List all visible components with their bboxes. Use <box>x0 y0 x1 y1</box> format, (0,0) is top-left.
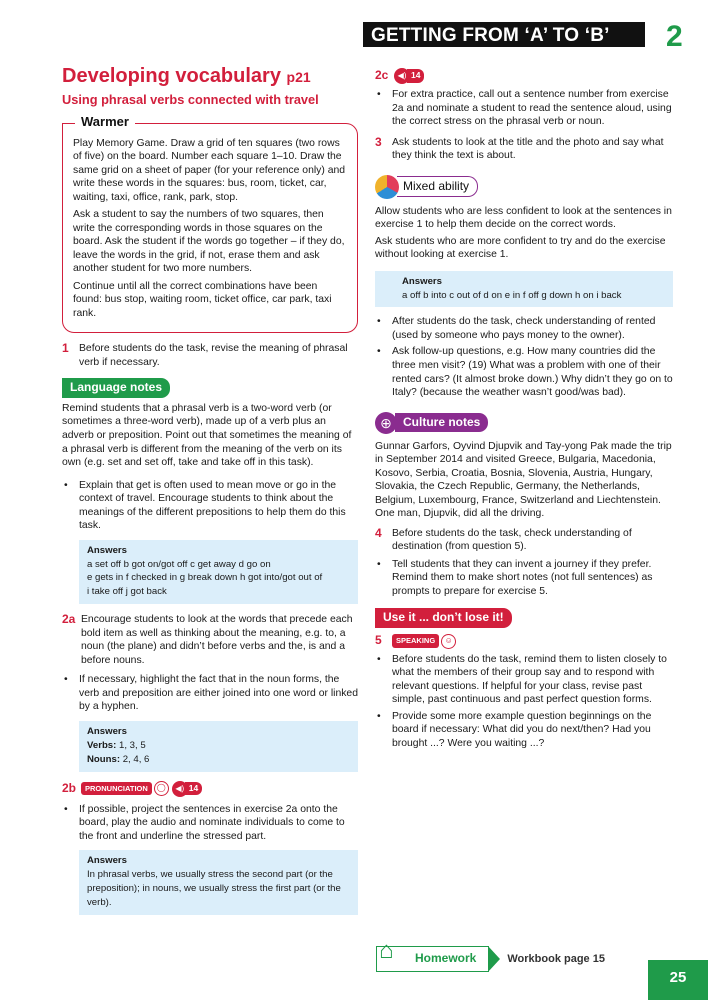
answers-heading: Answers <box>402 275 442 287</box>
language-notes-text: Remind students that a phrasal verb is a two-word verb (or sometimes a three-word verb), made up of a verb plus an adverb or preposition. Point out that sometimes the meaning of a phrasal verb is different from the meaning of the verb on its own (e.g. set and set off, take and take off in this task). <box>62 402 352 469</box>
mixed-ability-icon <box>375 175 399 199</box>
section-page-ref: p21 <box>286 69 311 85</box>
exercise-3 <box>375 136 673 163</box>
exercise-text: Before students do the task, check understanding of destination (from question 5). <box>392 527 632 553</box>
answers-box <box>375 271 673 308</box>
bullet-text: If possible, project the sentences in exercise 2a onto the board, play the audio and nominate individuals to come to the front and underline the stressed part. <box>79 803 345 842</box>
bullet-icon: • <box>377 653 381 665</box>
exercise-text: Ask students to look at the title and the photo and say what they think the text is about. <box>392 136 664 162</box>
right-column <box>375 68 673 750</box>
exercise-text: Before students do the task, revise the meaning of phrasal verb if necessary. <box>79 343 348 368</box>
bullet-text: If necessary, highlight the fact that in the noun forms, the verb and preposition are either joined into one word or linked by a hyphen. <box>79 674 358 713</box>
exercise-4 <box>375 527 673 554</box>
list-item <box>375 315 673 342</box>
people-icon: ☺ <box>441 634 456 649</box>
exercise-number: 1 <box>62 341 69 356</box>
answers-value: 1, 3, 5 <box>119 739 146 751</box>
bullet-icon: • <box>377 316 381 328</box>
mixed-ability-text: Ask students who are more confident to try and do the exercise without looking at exercise 1. <box>375 235 666 261</box>
use-it-header <box>375 608 673 628</box>
exercise-2b <box>62 781 358 797</box>
exercise-2a <box>62 613 358 667</box>
language-notes-header <box>62 378 358 398</box>
answers-row: a off b into c out of d on e in f off g down h on i back <box>402 289 622 301</box>
answers-label: Verbs: <box>87 739 117 751</box>
bullet-icon: • <box>377 346 381 358</box>
list-item <box>62 803 358 844</box>
warmer-box <box>62 113 358 334</box>
workbook-reference: Workbook page 15 <box>507 952 605 965</box>
answers-box <box>79 850 358 915</box>
answers-row: e gets in f checked in g break down h got into/got out of <box>87 572 323 584</box>
unit-number: 2 <box>666 20 683 53</box>
use-it-label: Use it ... don’t lose it! <box>375 608 512 628</box>
exercise-number: 3 <box>375 134 382 149</box>
bullet-text: After students do the task, check understanding of rented (used by someone who pays money to the owner). <box>392 316 656 341</box>
bullet-icon: • <box>64 674 68 686</box>
exercise-2c <box>375 68 673 84</box>
exercise-number: 5 <box>375 633 382 648</box>
bullet-text: For extra practice, call out a sentence number from exercise 2a and nominate a student to read the sentence aloud, using the correct stress on the phrasal verb or noun. <box>392 89 672 128</box>
answers-row: a set off b got on/got off c get away d go on <box>87 558 271 570</box>
bullet-text: Provide some more example question beginnings on the board if necessary: What did you do next/then? Had you brought ...? Were you waiting ...? <box>392 710 652 749</box>
bullet-icon: • <box>377 710 381 722</box>
section-subtitle: Using phrasal verbs connected with travel <box>62 92 319 107</box>
exercise-number: 2a <box>62 612 76 627</box>
answers-row: i take off j got back <box>87 586 167 598</box>
language-notes-label: Language notes <box>62 378 170 398</box>
answers-row <box>87 753 350 767</box>
section-title <box>62 63 358 89</box>
answers-row: In phrasal verbs, we usually stress the second part (or the preposition); in nouns, we usually stress the first part (or the verb). <box>87 869 341 908</box>
answers-heading: Answers <box>87 855 127 867</box>
list-item <box>62 479 358 533</box>
answers-heading: Answers <box>87 725 127 737</box>
bullet-text: Ask follow-up questions, e.g. How many countries did the three men visit? (19) What was a problem with one of their rented cars? (It almost broke down.) Why didn’t they go on to Italy? (because the weather wasn’t good/was bad). <box>392 346 673 399</box>
bullet-text: Tell students that they can invent a journey if they prefer. Remind them to make short notes (not full sentences) as prompts to prepare for exercise 5. <box>392 558 653 597</box>
mixed-ability-header <box>375 175 673 199</box>
homework-label-box <box>376 937 489 972</box>
mixed-ability-label: Mixed ability <box>397 176 478 198</box>
exercise-number: 2c <box>375 68 389 83</box>
globe-icon: ⊕ <box>375 412 397 434</box>
chapter-title-bar <box>363 22 645 47</box>
speaking-badge: SPEAKING <box>392 634 439 648</box>
answers-heading: Answers <box>87 544 127 556</box>
pronunciation-badge: PRONUNCIATION <box>81 782 152 796</box>
list-item <box>375 345 673 399</box>
bullet-icon: • <box>64 803 68 815</box>
culture-notes-header <box>375 412 673 434</box>
answers-box <box>79 721 358 772</box>
bullet-text: Explain that get is often used to mean move or go in the context of travel. Encourage students to think about the meanings of the different prepositions to help them do this task. <box>79 479 346 532</box>
audio-icon: ◀) <box>172 781 188 797</box>
page-number: 25 <box>648 960 708 1000</box>
answers-label: Nouns: <box>87 753 121 765</box>
exercise-1 <box>62 342 358 369</box>
bullet-icon: • <box>64 479 68 491</box>
list-item <box>62 673 358 714</box>
list-item <box>375 710 673 751</box>
list-item <box>375 653 673 707</box>
answers-value: 2, 4, 6 <box>122 753 150 765</box>
mixed-ability-text: Allow students who are less confident to look at the sentences in exercise 1 to help them decide on the correct words. <box>375 205 672 231</box>
exercise-text: Encourage students to look at the words that precede each bold item as well as thinking about the meaning, e.g. to, a noun (the plane) and didn’t before verbs and the, is and a before nouns. <box>81 614 353 666</box>
chapter-title: GETTING FROM ‘A’ TO ‘B’ <box>371 25 610 46</box>
warmer-paragraph: Continue until all the correct combinations have been found: bus stop, waiting room, ticket office, car park, taxi rank. <box>73 280 332 319</box>
list-item <box>375 88 673 129</box>
homework-label: Homework <box>415 951 477 965</box>
speech-icon: ◯ <box>154 781 169 796</box>
exercise-5 <box>375 634 673 649</box>
audio-icon: ◀) <box>394 68 410 84</box>
bullet-icon: • <box>377 558 381 570</box>
answers-row <box>87 739 350 753</box>
audio-track: 14 <box>185 782 202 795</box>
culture-notes-label: Culture notes <box>395 413 488 433</box>
exercise-number: 2b <box>62 780 77 795</box>
audio-track: 14 <box>407 69 424 82</box>
warmer-paragraph: Ask a student to say the numbers of two squares, then write the corresponding words in those squares on the board. Ask the student if the words go together – if they do, leave the words in the grid, if not, erase them and ask another student for two more numbers. <box>73 209 345 275</box>
exercise-number: 4 <box>375 525 382 540</box>
warmer-label: Warmer <box>75 114 135 131</box>
section-title-text: Developing vocabulary <box>62 65 281 87</box>
left-column <box>62 63 358 915</box>
list-item <box>375 558 673 599</box>
culture-notes-text: Gunnar Garfors, Oyvind Djupvik and Tay-yong Pak made the trip in September 2014 and visited Greece, Bulgaria, Macedonia, Kosovo, Serbia, Croatia, Bosnia, Slovenia, Austria, Hungary, Slovakia, the Czech Republic, Germany, the Netherlands, Belgium, Luxembourg, France, Switzerland and Liechtenstein. One man, Djupvik, did all the driving. <box>375 440 672 520</box>
homework-footer <box>376 937 605 972</box>
warmer-paragraph: Play Memory Game. Draw a grid of ten squares (two rows of five) on the board. Number each square 1–10. Draw the same grid on a sheet of paper (for your reference only) and write these words in the squares: bus, room, ticket, car, waiting, taxi, office, rank, park, stop. <box>73 137 346 203</box>
house-icon: ⌂ <box>379 937 394 964</box>
answers-box <box>79 540 358 605</box>
bullet-text: Before students do the task, remind them to listen closely to what the members of their group say and to respond with relevant questions. If helpful for your class, revise past simple, past continuous and past perfect question forms. <box>392 653 667 706</box>
bullet-icon: • <box>377 89 381 100</box>
